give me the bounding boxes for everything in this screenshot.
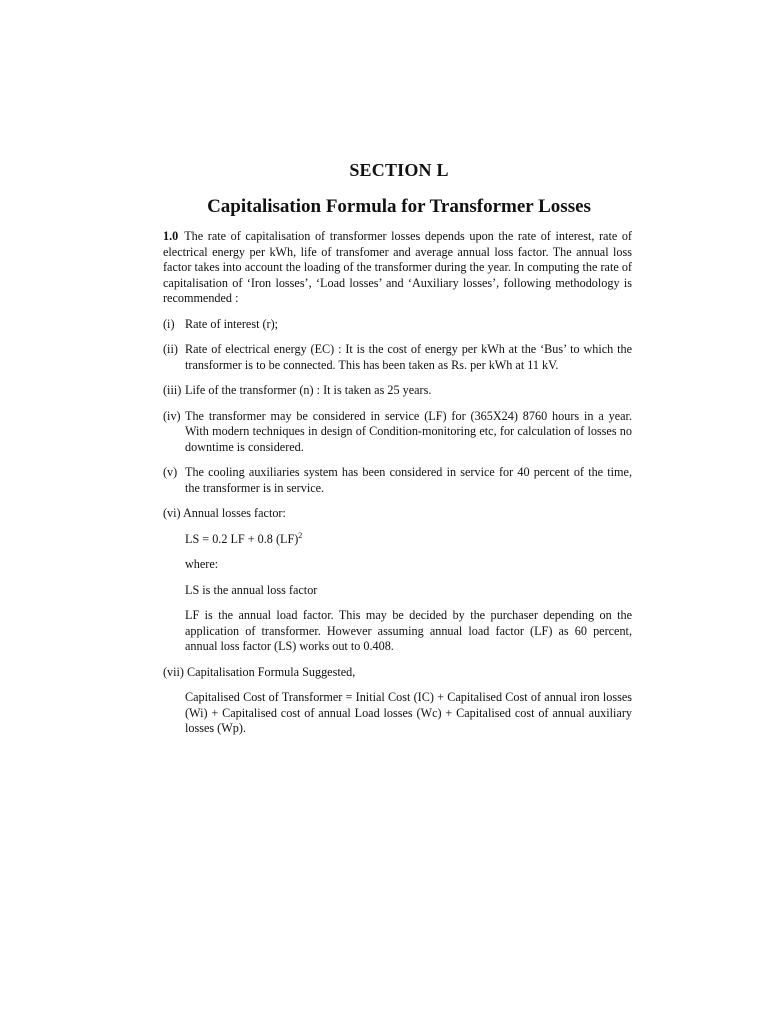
- list-item-text: Rate of interest (r);: [185, 316, 279, 331]
- list-item-iii: [163, 383, 632, 399]
- loss-factor-formula: [185, 532, 632, 548]
- capitalisation-formula-text: Capitalised Cost of Transformer = Initial Cost (IC) + Capitalised Cost of annual iron losses (Wi) + Capitalised cost of annual Load losses (Wc) + Capitalised cost of annual auxiliary losses (Wp).: [185, 690, 632, 735]
- page-title: Capitalisation Formula for Transformer Losses: [207, 196, 591, 217]
- list-item-label: (iii): [163, 383, 182, 397]
- list-item-text: The transformer may be considered in service (LF) for (365X24) 8760 hours in a year. With modern techniques in design of Condition-monitoring etc, for calculation of losses no downtime is considered.: [185, 408, 632, 454]
- list-item-label: (v): [163, 465, 178, 479]
- list-item-vii-heading: (vii) Capitalisation Formula Suggested,: [163, 664, 356, 679]
- list-item-text: The cooling auxiliaries system has been considered in service for 40 percent of the time, the transformer is in service.: [185, 465, 632, 495]
- list-item-vi-body: [185, 532, 632, 655]
- list-item-label: (ii): [163, 342, 178, 356]
- paragraph-number: 1.0: [163, 229, 179, 243]
- list-item-vi-heading: (vi) Annual losses factor:: [163, 506, 286, 520]
- formula-exponent: 2: [298, 530, 303, 540]
- section-heading: SECTION L: [349, 160, 449, 180]
- where-label: where:: [185, 557, 219, 571]
- ls-definition: LS is the annual loss factor: [185, 582, 318, 597]
- list-item-text: Life of the transformer (n) : It is taken as 25 years.: [185, 383, 432, 397]
- list-item-iv: [163, 409, 632, 456]
- list-item-vii-body: [185, 690, 632, 737]
- lf-definition: LF is the annual load factor. This may be decided by the purchaser depending on the application of transformer. However assuming annual load factor (LF) as 60 percent, annual loss factor (LS) works out to 0.408.: [185, 608, 632, 653]
- intro-text: The rate of capitalisation of transformer losses depends upon the rate of interest, rate of electrical energy per kWh, life of transfomer and average annual loss factor. The annual loss factor takes into account the loading of the transformer during the year. In computing the rate of capitalisation of ‘Iron losses’, ‘Load losses’ and ‘Auxiliary losses’, following methodology is recommended :: [163, 229, 632, 305]
- list-item-v: [163, 465, 632, 496]
- intro-paragraph: [163, 229, 632, 307]
- list-item-ii: [163, 342, 632, 373]
- document-body: [163, 229, 632, 747]
- list-item-label: (i): [163, 316, 175, 331]
- list-item-i: [163, 317, 632, 333]
- formula-text: LS = 0.2 LF + 0.8 (LF): [185, 531, 299, 546]
- list-item-label: (iv): [163, 408, 181, 423]
- list-item-text: Rate of electrical energy (EC) : It is the cost of energy per kWh at the ‘Bus’ to which the transformer is to be connected. This has been taken as Rs. per kWh at 11 kV.: [185, 342, 632, 372]
